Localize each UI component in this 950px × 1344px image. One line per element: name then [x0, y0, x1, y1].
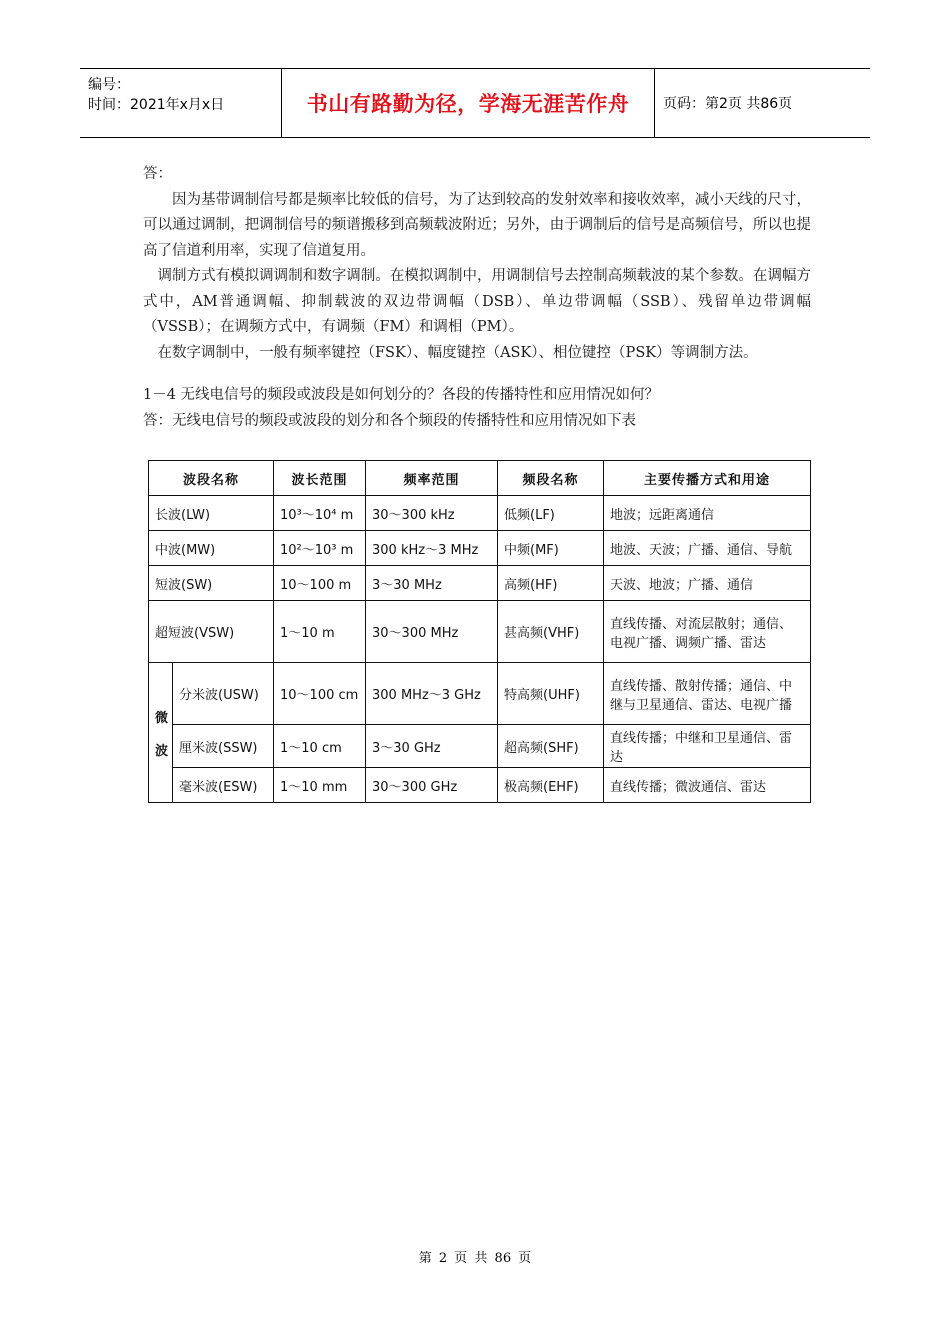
microwave-group-label — [149, 663, 173, 803]
table-row — [149, 663, 811, 725]
paragraph-2: 调制方式有模拟调调制和数字调制。在模拟调制中，用调制信号去控制高频载波的某个参数。在调幅方式中，AM普通调幅、抑制载波的双边带调幅（DSB）、单边带调幅（SSB）、残留单边带调幅（VSSB）；在调频方式中，有调频（FM）和调相（PM）。 — [143, 268, 811, 335]
cell-wavelength: 1～10 mm — [274, 768, 366, 803]
cell-frequency: 3～30 MHz — [366, 566, 498, 601]
cell-segment: 甚高频(VHF) — [498, 601, 604, 663]
cell-segment: 特高频(UHF) — [498, 663, 604, 725]
table-header-row — [149, 461, 811, 496]
cell-wavelength: 10～100 m — [274, 566, 366, 601]
header-wavelength: 波长范围 — [274, 461, 366, 496]
page-header — [80, 68, 870, 138]
cell-use: 直线传播；微波通信、雷达 — [604, 768, 811, 803]
answer-intro: 答：无线电信号的频段或波段的划分和各个频段的传播特性和应用情况如下表 — [143, 412, 636, 429]
table-row — [149, 725, 811, 768]
cell-segment: 低频(LF) — [498, 496, 604, 531]
cell-use: 天波、地波；广播、通信 — [604, 566, 811, 601]
cell-use: 地波；远距离通信 — [604, 496, 811, 531]
question-1-4: 1－4 无线电信号的频段或波段是如何划分的？各段的传播特性和应用情况如何？ — [143, 387, 660, 403]
number-label: 编号： — [88, 77, 130, 93]
table-row — [149, 566, 811, 601]
cell-band: 毫米波(ESW) — [173, 768, 274, 803]
cell-band: 长波(LW) — [149, 496, 274, 531]
cell-use: 直线传播、对流层散射；通信、电视广播、调频广播、雷达 — [604, 601, 811, 663]
cell-wavelength: 10～100 cm — [274, 663, 366, 725]
cell-frequency: 30～300 MHz — [366, 601, 498, 663]
cell-use: 直线传播、散射传播；通信、中继与卫星通信、雷达、电视广播 — [604, 663, 811, 725]
header-left — [80, 69, 282, 137]
cell-frequency: 3～30 GHz — [366, 725, 498, 768]
header-frequency: 频率范围 — [366, 461, 498, 496]
cell-frequency: 30～300 GHz — [366, 768, 498, 803]
cell-band: 厘米波(SSW) — [173, 725, 274, 768]
cell-frequency: 30～300 kHz — [366, 496, 498, 531]
cell-use: 地波、天波；广播、通信、导航 — [604, 531, 811, 566]
paragraph-3: 在数字调制中，一般有频率键控（FSK）、幅度键控（ASK）、相位键控（PSK）等调制方法。 — [157, 344, 758, 361]
microwave-char-1: 微 — [155, 710, 169, 726]
header-motto: 书山有路勤为径，学海无涯苦作舟 — [282, 69, 655, 137]
cell-wavelength: 10³～10⁴ m — [274, 496, 366, 531]
page-footer: 第 2 页 共 86 页 — [418, 1251, 532, 1266]
cell-band: 短波(SW) — [149, 566, 274, 601]
cell-wavelength: 10²～10³ m — [274, 531, 366, 566]
cell-band: 超短波(VSW) — [149, 601, 274, 663]
cell-wavelength: 1～10 cm — [274, 725, 366, 768]
cell-band: 中波(MW) — [149, 531, 274, 566]
answer-label: 答： — [143, 166, 172, 182]
microwave-char-2: 波 — [155, 743, 169, 759]
table-row — [149, 768, 811, 803]
cell-frequency: 300 MHz～3 GHz — [366, 663, 498, 725]
cell-segment: 高频(HF) — [498, 566, 604, 601]
cell-segment: 中频(MF) — [498, 531, 604, 566]
header-segment-name: 频段名称 — [498, 461, 604, 496]
header-page-info: 页码：第2页 共86页 — [663, 96, 793, 112]
table-row — [149, 601, 811, 663]
header-band-name: 波段名称 — [149, 461, 274, 496]
main-content — [143, 162, 811, 434]
table-row — [149, 496, 811, 531]
cell-band: 分米波(USW) — [173, 663, 274, 725]
cell-frequency: 300 kHz～3 MHz — [366, 531, 498, 566]
frequency-band-table — [148, 460, 811, 803]
cell-segment: 超高频(SHF) — [498, 725, 604, 768]
cell-use: 直线传播；中继和卫星通信、雷达 — [604, 725, 811, 768]
cell-segment: 极高频(EHF) — [498, 768, 604, 803]
cell-wavelength: 1～10 m — [274, 601, 366, 663]
time-label: 时间：2021年x月x日 — [88, 97, 225, 113]
paragraph-1: 因为基带调制信号都是频率比较低的信号，为了达到较高的发射效率和接收效率，减小天线的尺寸，可以通过调制，把调制信号的频谱搬移到高频载波附近；另外，由于调制后的信号是高频信号，所以也提高了信道利用率，实现了信道复用。 — [143, 191, 811, 259]
table-row — [149, 531, 811, 566]
header-propagation: 主要传播方式和用途 — [604, 461, 811, 496]
